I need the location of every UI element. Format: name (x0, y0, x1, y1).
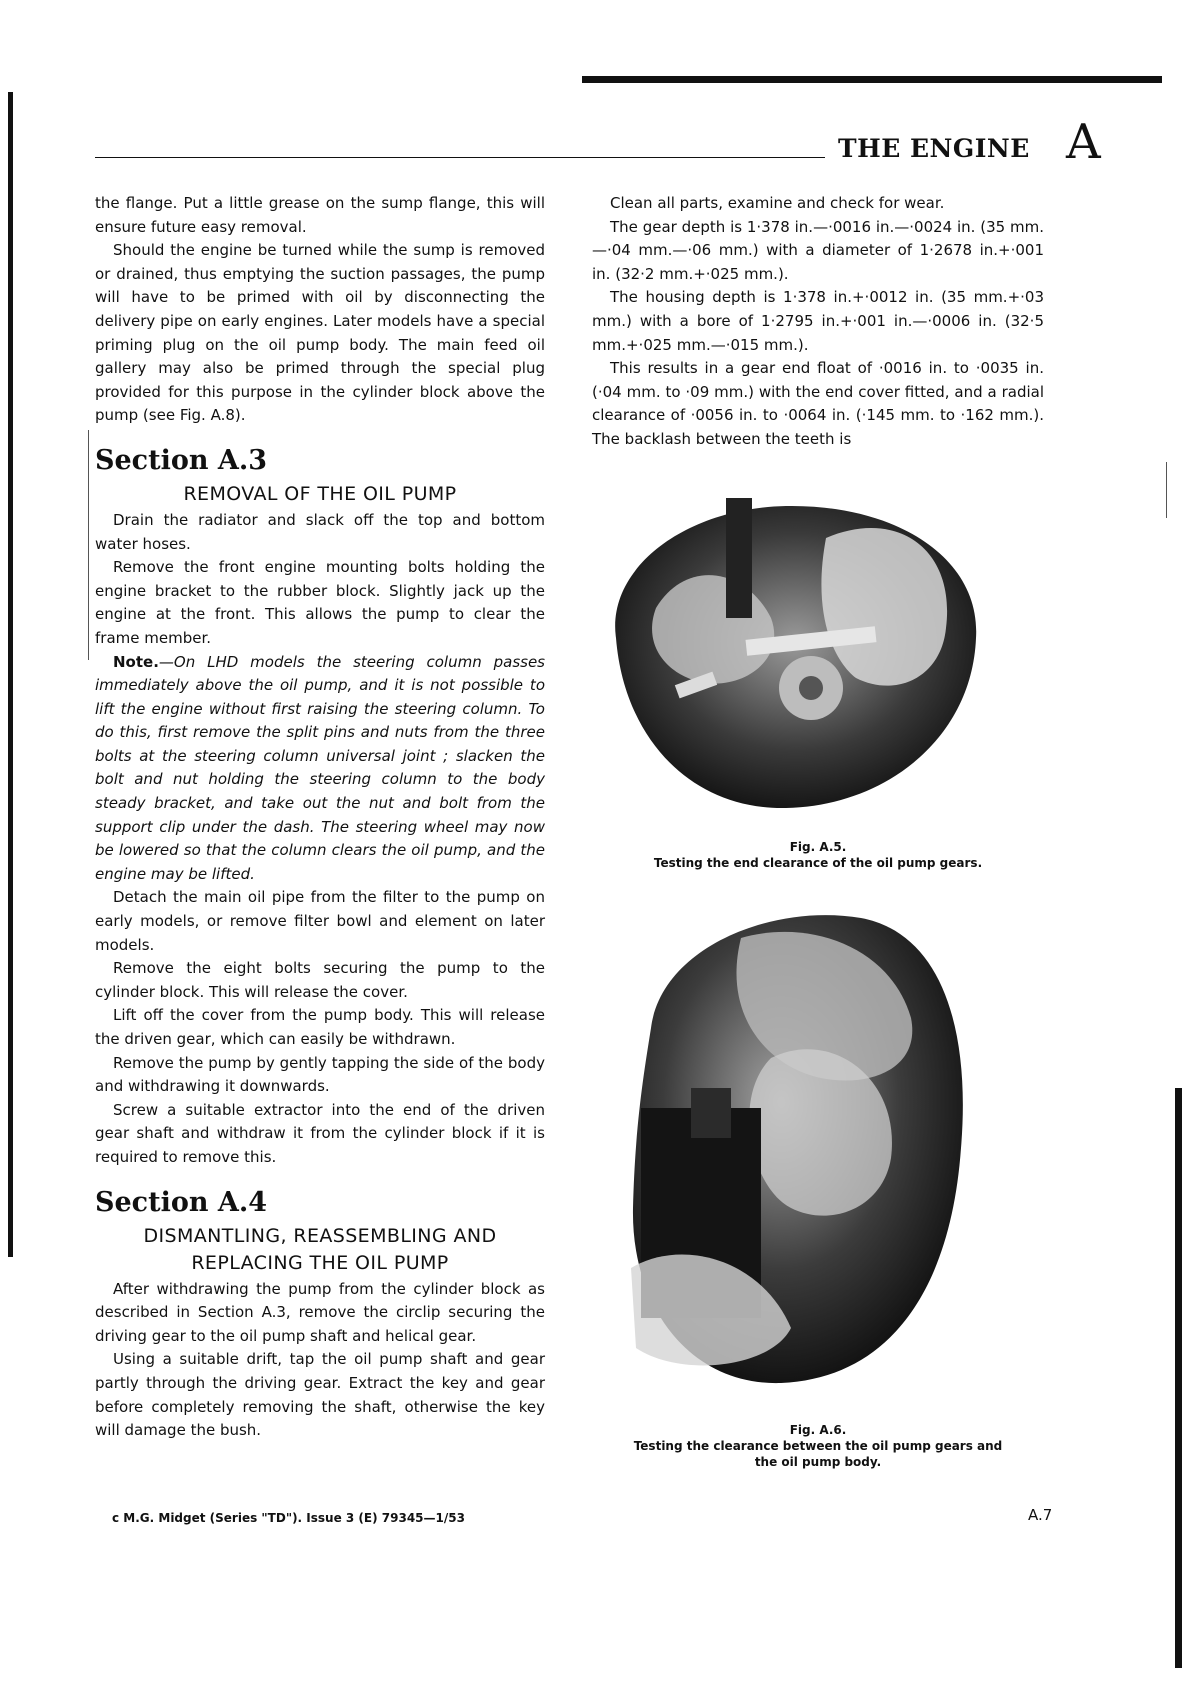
paragraph: the flange. Put a little grease on the sump flange, this will ensure future easy removal. (95, 194, 545, 236)
figure-a6-photo (621, 908, 970, 1386)
paragraph: Clean all parts, examine and check for wear. (610, 194, 945, 212)
paragraph: Screw a suitable extractor into the end of the driven gear shaft and withdraw it from the cylinder block if it is required to remove this. (95, 1100, 545, 1166)
note-label: Note. (113, 652, 159, 671)
paragraph: Lift off the cover from the pump body. This will release the driven gear, which can easily be withdrawn. (95, 1006, 545, 1048)
figure-a5-photo (596, 488, 990, 813)
running-header-title: THE ENGINE (838, 134, 1030, 163)
figure-a6-caption-block (592, 1422, 1044, 1470)
figure-a5-caption: Testing the end clearance of the oil pump gears. (653, 856, 983, 870)
section-subtitle-a4-line1: DISMANTLING, REASSEMBLING AND (143, 1224, 497, 1247)
note-text: —On LHD models the steering column passes immediately above the oil pump, and it is not possible to lift the engine without first raising the steering column. To do this, first remove the split pins and nuts from the three bolts at the steering column universal joint ; slacken the bolt and nut holding the steering column to the body steady bracket, and take out the nut and bolt from the support clip under the dash. The steering wheel may now be lowered so that the column clears the oil pump, and the engine may be lifted. (95, 652, 545, 883)
section-subtitle-a3: REMOVAL OF THE OIL PUMP (183, 482, 457, 505)
top-rule (582, 76, 1162, 83)
figure-a6-caption-line2: the oil pump body. (754, 1455, 882, 1469)
paragraph: The gear depth is 1·378 in.—·0016 in.—·0024 in. (35 mm.—·04 mm.—·06 mm.) with a diameter of 1·2678 in.+·001 in. (32·2 mm.+·025 mm.). (592, 217, 1044, 283)
scan-edge-left (8, 92, 13, 1257)
margin-mark-right (1166, 462, 1167, 518)
paragraph: Detach the main oil pipe from the filter to the pump on early models, or remove filter bowl and element on later models. (95, 888, 545, 954)
page-number: A.7 (1028, 1506, 1053, 1524)
chapter-letter: A (1066, 114, 1101, 170)
figure-a5-caption-block (592, 839, 1044, 871)
scan-edge-right (1175, 1088, 1182, 1668)
paragraph: Using a suitable drift, tap the oil pump shaft and gear partly through the driving gear. Extract the key and gear before completely removing the shaft, otherwise the key will damage the bush. (95, 1350, 545, 1440)
paragraph: Drain the radiator and slack off the top and bottom water hoses. (95, 510, 545, 553)
paragraph: Remove the pump by gently tapping the side of the body and withdrawing it downwards. (95, 1053, 545, 1096)
section-heading-a3: Section A.3 (95, 444, 268, 476)
paragraph: The housing depth is 1·378 in.+·0012 in. (35 mm.+·03 mm.) with a bore of 1·2795 in.+·001 in.—·0006 in. (32·5 mm.+·025 mm.—·015 mm.). (592, 288, 1044, 354)
paragraph: Remove the front engine mounting bolts holding the engine bracket to the rubber block. Slightly jack up the engine at the front. This allows the pump to clear the frame member. (95, 558, 545, 647)
footer-publication-info: c M.G. Midget (Series "TD"). Issue 3 (E) 79345—1/53 (112, 1511, 465, 1525)
header-rule (95, 157, 825, 158)
paragraph: Should the engine be turned while the sump is removed or drained, thus emptying the suction passages, the pump will have to be primed with oil by disconnecting the delivery pipe on early engines. Later models have a special priming plug on the oil pump body. The main feed oil gallery may also be primed through the special plug provided for this purpose in the cylinder block above the pump (see Fig. A.8). (95, 241, 545, 425)
right-column (592, 192, 1044, 452)
figure-a6-caption-line1: Testing the clearance between the oil pump gears and (633, 1439, 1003, 1453)
paragraph: After withdrawing the pump from the cylinder block as described in Section A.3, remove the circlip securing the driving gear to the oil pump shaft and helical gear. (95, 1279, 545, 1345)
note-paragraph (95, 651, 545, 887)
left-column (95, 192, 545, 1443)
paragraph: This results in a gear end float of ·0016 in. to ·0035 in. (·04 mm. to ·09 mm.) with the end cover fitted, and a radial clearance of ·0056 in. to ·0064 in. (·145 mm. to ·162 mm.). The backlash between the teeth is (592, 359, 1044, 448)
section-heading-a4: Section A.4 (95, 1186, 268, 1218)
figure-a5-label: Fig. A.5. (789, 840, 847, 854)
section-subtitle-a4-line2: REPLACING THE OIL PUMP (191, 1251, 449, 1274)
paragraph: Remove the eight bolts securing the pump to the cylinder block. This will release the cover. (95, 959, 545, 1001)
margin-mark-left (88, 430, 89, 660)
figure-a6-label: Fig. A.6. (789, 1423, 847, 1437)
